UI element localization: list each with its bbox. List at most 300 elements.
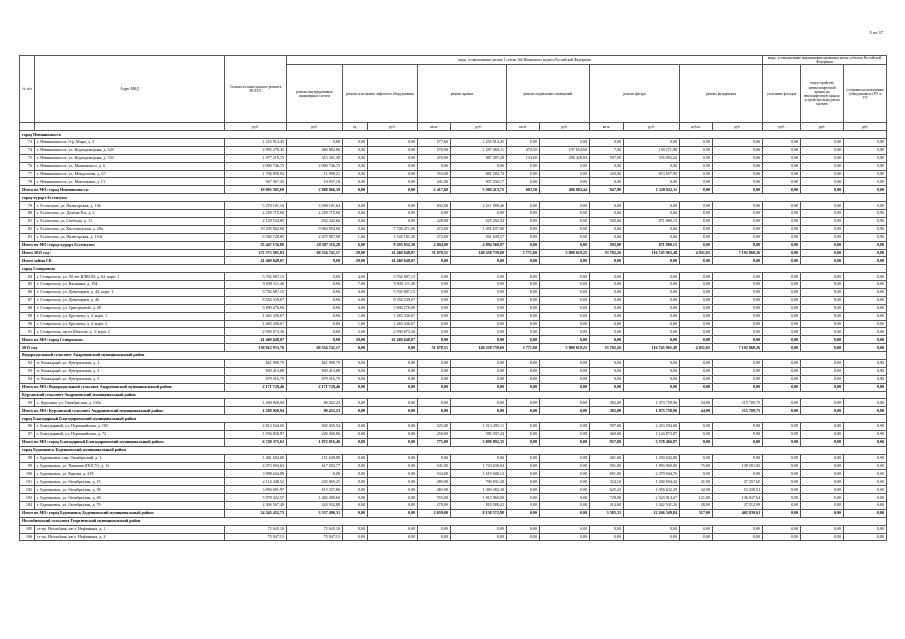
address-cell: г. Буденновск, ул. Октябрьская, д. 15 [35, 478, 225, 486]
value-cell: 41 460 648,07 [225, 336, 287, 344]
work-types-header: виды, установленные частью 1 статьи 166 Жилищного кодекса Российской Федерации [287, 56, 763, 65]
value-cell: 603,50 [507, 186, 540, 194]
address-cell: г. Невинномысск, ул. Маяковского, д. 6 [35, 162, 225, 170]
value-cell: 0,00 [763, 454, 801, 462]
unit-cell: кв.м. [418, 123, 451, 131]
value-cell: 0,00 [540, 478, 590, 486]
value-cell: 496 083,44 [540, 186, 590, 194]
value-cell: 0,00 [680, 359, 713, 367]
value-cell: 0,00 [680, 273, 713, 281]
value-cell: 0,00 [343, 399, 368, 407]
total-row [20, 249, 887, 257]
value-cell: 0,00 [507, 257, 540, 265]
value-cell: 0,00 [451, 359, 507, 367]
value-cell: 0,00 [844, 399, 887, 407]
value-cell: 0,00 [418, 359, 451, 367]
value-cell: 4,00 [343, 273, 368, 281]
value-cell: 0,00 [368, 407, 418, 415]
value-cell: 0,00 [801, 430, 844, 438]
value-cell: 0,00 [844, 281, 887, 289]
value-cell: 0,00 [680, 233, 713, 241]
col-foundation-header: ремонт фундамента [680, 65, 763, 123]
col-address-header: Адрес МКД [35, 56, 225, 123]
value-cell: 0,00 [713, 273, 763, 281]
group-heading-row [20, 517, 887, 525]
total-label: Итого займа СК [20, 257, 225, 265]
value-cell: 0,00 [343, 170, 368, 178]
value-cell: 2 114 448,52 [225, 478, 287, 486]
value-cell: 871 800,15 [624, 217, 680, 225]
value-cell: 9 949 111,40 [368, 281, 418, 289]
value-cell: 0,00 [680, 217, 713, 225]
value-cell: 0,00 [540, 359, 590, 367]
value-cell: 0,00 [763, 296, 801, 304]
unit-cell: руб. [713, 123, 763, 131]
value-cell: 0,00 [624, 367, 680, 375]
row-number: 96 [20, 423, 35, 431]
value-cell: 0,00 [368, 509, 418, 517]
value-cell: 0,00 [540, 241, 590, 249]
value-cell: 7,00 [343, 281, 368, 289]
value-cell: 0,00 [680, 210, 713, 218]
value-cell: 0,00 [844, 336, 887, 344]
value-cell: 0,00 [801, 320, 844, 328]
value-cell: 0,00 [540, 454, 590, 462]
address-cell: п. Каскадный, ул. Центральная, д. 5 [35, 375, 225, 383]
value-cell: 625,23 [590, 486, 624, 494]
value-cell: 5 690 276,00 [225, 304, 287, 312]
value-cell: 60 534 741,17 [287, 344, 343, 352]
value-cell: 0,00 [680, 186, 713, 194]
value-cell: 0,00 [844, 217, 887, 225]
unit-cell: руб. [225, 123, 287, 131]
value-cell: 0,00 [590, 375, 624, 383]
value-cell: 37 257,65 [713, 478, 763, 486]
value-cell: 0,00 [451, 407, 507, 415]
value-cell: 0,00 [763, 509, 801, 517]
value-cell: 0,00 [507, 162, 540, 170]
table-row [20, 430, 887, 438]
row-number: 95 [20, 399, 35, 407]
value-cell: 115 709,75 [713, 399, 763, 407]
value-cell: 0,00 [624, 139, 680, 147]
value-cell: 151 649,89 [287, 454, 343, 462]
value-cell: 1 073 758,96 [624, 399, 680, 407]
capital-repair-table [19, 55, 887, 541]
extra-types-header: виды, установленные нормативным правовым актом субъекта Российской Федерации [763, 56, 887, 65]
value-cell: 0,00 [368, 486, 418, 494]
value-cell: 0,00 [368, 383, 418, 391]
value-cell: 0,00 [801, 186, 844, 194]
value-cell: 0,00 [713, 533, 763, 541]
total-label: Итого по МО: город Невинномысск: [20, 186, 225, 194]
value-cell: 2 095 278,45 [225, 146, 287, 154]
value-cell: 0,00 [451, 273, 507, 281]
value-cell: 0,00 [713, 367, 763, 375]
address-cell: с. Курсавка, ул. Октябрьская, д. 133а [35, 399, 225, 407]
value-cell: 3 094 691,97 [225, 486, 287, 494]
value-cell: 0,00 [844, 139, 887, 147]
value-cell: 197 654,60 [540, 146, 590, 154]
value-cell: 0,00 [507, 210, 540, 218]
row-number: 101 [20, 478, 35, 486]
value-cell: 5 690 276,00 [368, 304, 418, 312]
value-cell: 0,00 [343, 344, 368, 352]
value-cell: 0,00 [507, 139, 540, 147]
value-cell: 138 591,82 [713, 462, 763, 470]
value-cell: 353,00 [418, 170, 451, 178]
value-cell: 4 894 568,07 [451, 241, 507, 249]
value-cell: 2 379 044,76 [624, 470, 680, 478]
value-cell: 0,00 [763, 494, 801, 502]
value-cell: 1,00 [343, 320, 368, 328]
value-cell: 0,00 [507, 225, 540, 233]
value-cell: 0,00 [624, 328, 680, 336]
value-cell: 401,00 [590, 454, 624, 462]
value-cell: 0,00 [590, 525, 624, 533]
value-cell: 0,00 [451, 304, 507, 312]
value-cell: 1 465 336,67 [225, 312, 287, 320]
value-cell: 0,00 [343, 178, 368, 186]
value-cell: 0,00 [540, 399, 590, 407]
value-cell: 0,00 [713, 233, 763, 241]
value-cell: 3 537 490,31 [287, 509, 343, 517]
value-cell: 0,00 [540, 502, 590, 510]
value-cell: 343,00 [590, 170, 624, 178]
value-cell: 0,00 [713, 139, 763, 147]
value-cell: 0,00 [763, 257, 801, 265]
value-cell: 0,00 [763, 533, 801, 541]
value-cell: 0,00 [680, 320, 713, 328]
value-cell: 0,00 [451, 367, 507, 375]
value-cell: 679 316,79 [225, 375, 287, 383]
value-cell: 0,00 [844, 407, 887, 415]
group-heading: город-курорт Ессентуки [20, 194, 887, 202]
value-cell: 382,00 [590, 399, 624, 407]
value-cell: 42,00 [680, 486, 713, 494]
value-cell: 0,00 [540, 210, 590, 218]
value-cell: 24 345 452,75 [225, 509, 287, 517]
value-cell: 0,00 [763, 470, 801, 478]
value-cell: 0,00 [287, 470, 343, 478]
value-cell: 632 442,66 [287, 217, 343, 225]
value-cell: 0,00 [540, 438, 590, 446]
value-cell: 1 255 914,45 [225, 139, 287, 147]
value-cell: 541,00 [418, 462, 451, 470]
value-cell: 0,00 [540, 383, 590, 391]
unit-cell: кв.м. [507, 123, 540, 131]
value-cell: 0,00 [763, 328, 801, 336]
total-label: 2015 год [20, 344, 225, 352]
value-cell: 0,00 [713, 296, 763, 304]
address-cell: г. Ессентуки, ул. Долина Роз, д. 2 [35, 210, 225, 218]
unit-cell: руб. [540, 123, 590, 131]
value-cell: 3 771,60 [507, 249, 540, 257]
value-cell: 0,00 [680, 328, 713, 336]
value-cell: 1 465 336,67 [368, 320, 418, 328]
value-cell: 2 000 746,75 [225, 162, 287, 170]
value-cell: 0,00 [624, 312, 680, 320]
value-cell: 7,00 [590, 146, 624, 154]
value-cell: 1 329 022,11 [624, 186, 680, 194]
value-cell: 0,00 [844, 233, 887, 241]
value-cell: 0,00 [713, 470, 763, 478]
value-cell: 0,00 [763, 312, 801, 320]
value-cell: 0,00 [801, 233, 844, 241]
value-cell: 0,00 [801, 225, 844, 233]
value-cell: 0,00 [763, 478, 801, 486]
total-row [20, 336, 887, 344]
value-cell: 121,00 [680, 494, 713, 502]
value-cell: 0,00 [763, 525, 801, 533]
value-cell: 1 723 639,04 [451, 462, 507, 470]
value-cell: 2,00 [343, 328, 368, 336]
table-row [20, 367, 887, 375]
value-cell: 0,00 [343, 486, 368, 494]
value-cell: 0,00 [801, 533, 844, 541]
value-cell: 0,00 [844, 273, 887, 281]
value-cell: 9 293 652,30 [368, 241, 418, 249]
value-cell: 0,00 [590, 257, 624, 265]
value-cell: 0,00 [507, 375, 540, 383]
value-cell: 0,00 [680, 296, 713, 304]
value-cell: 0,00 [713, 186, 763, 194]
row-number: 87 [20, 296, 35, 304]
value-cell: 0,00 [540, 486, 590, 494]
value-cell: 0,00 [540, 509, 590, 517]
value-cell: 0,00 [368, 170, 418, 178]
value-cell: 0,00 [801, 210, 844, 218]
value-cell: 0,00 [624, 383, 680, 391]
value-cell: 0,00 [590, 225, 624, 233]
value-cell: 0,00 [451, 383, 507, 391]
value-cell: 0,00 [590, 359, 624, 367]
value-cell: 0,00 [763, 233, 801, 241]
value-cell: 830 413,88 [225, 367, 287, 375]
value-cell: 2 171 729,46 [287, 383, 343, 391]
value-cell: 0,00 [713, 162, 763, 170]
value-cell: 0,00 [763, 462, 801, 470]
total-row [20, 438, 887, 446]
table-row [20, 486, 887, 494]
value-cell: 0,00 [680, 430, 713, 438]
value-cell: 1 545 181,30 [368, 233, 418, 241]
value-cell: 0,00 [287, 296, 343, 304]
value-cell: 0,00 [590, 233, 624, 241]
value-cell: 28,00 [680, 502, 713, 510]
value-cell: 907 430,17 [451, 178, 507, 186]
value-cell: 0,00 [368, 399, 418, 407]
value-cell: 116 745 965,48 [624, 249, 680, 257]
table-row [20, 502, 887, 510]
group-heading: город Буденновск Буденновский муниципальный район [20, 446, 887, 454]
value-cell: 0,00 [287, 328, 343, 336]
value-cell: 5,00 [343, 225, 368, 233]
value-cell: 0,00 [287, 281, 343, 289]
value-cell: 0,00 [624, 162, 680, 170]
row-number: 89 [20, 312, 35, 320]
value-cell: 41,00 [680, 478, 713, 486]
value-cell: 0,00 [713, 170, 763, 178]
value-cell: 0,00 [507, 478, 540, 486]
value-cell: 0,00 [540, 296, 590, 304]
value-cell: 729,00 [590, 494, 624, 502]
value-cell: 927 367,35 [225, 178, 287, 186]
value-cell: 0,00 [590, 533, 624, 541]
value-cell: 8 138 572,98 [451, 509, 507, 517]
group-heading-row [20, 391, 887, 399]
value-cell: 1 815 960,00 [451, 494, 507, 502]
table-row [20, 312, 887, 320]
value-cell: 2 171 729,46 [225, 383, 287, 391]
value-cell: 0,00 [713, 225, 763, 233]
value-cell: 80 452,23 [287, 399, 343, 407]
row-number: 88 [20, 304, 35, 312]
table-row [20, 210, 887, 218]
row-number: 94 [20, 375, 35, 383]
row-number: 97 [20, 430, 35, 438]
value-cell: 0,00 [343, 139, 368, 147]
value-cell: 0,00 [713, 430, 763, 438]
value-cell: 0,00 [844, 146, 887, 154]
value-cell: 0,00 [763, 170, 801, 178]
value-cell: 228,00 [418, 217, 451, 225]
unit-cell: руб. [287, 123, 343, 131]
table-row [20, 225, 887, 233]
value-cell: 0,00 [368, 186, 418, 194]
value-cell: 0,00 [844, 288, 887, 296]
value-cell: 0,00 [763, 423, 801, 431]
value-cell: 44,00 [680, 407, 713, 415]
value-cell: 0,00 [343, 533, 368, 541]
group-heading-row [20, 194, 887, 202]
value-cell: 51 078,51 [418, 249, 451, 257]
value-cell: 0,00 [343, 478, 368, 486]
value-cell: 0,00 [801, 162, 844, 170]
value-cell: 0,00 [801, 470, 844, 478]
value-cell: 285,00 [418, 478, 451, 486]
table-row [20, 296, 887, 304]
value-cell: 1 465 336,67 [368, 312, 418, 320]
value-cell: 245 665,25 [287, 478, 343, 486]
value-cell: 1 072 016,40 [287, 438, 343, 446]
value-cell: 501,00 [590, 462, 624, 470]
value-cell: 44,00 [680, 399, 713, 407]
value-cell: 0,00 [507, 304, 540, 312]
value-cell: 503,00 [590, 241, 624, 249]
value-cell: 0,00 [801, 454, 844, 462]
value-cell: 0,00 [801, 462, 844, 470]
row-number: 84 [20, 273, 35, 281]
value-cell: 0,00 [507, 233, 540, 241]
value-cell: 0,00 [844, 257, 887, 265]
value-cell: 0,00 [624, 225, 680, 233]
value-cell: 0,00 [680, 304, 713, 312]
value-cell: 0,00 [801, 328, 844, 336]
value-cell: 0,00 [624, 320, 680, 328]
value-cell: 472,00 [418, 225, 451, 233]
group-heading-row [20, 265, 887, 273]
value-cell: 813 657,99 [624, 170, 680, 178]
row-number: 73 [20, 139, 35, 147]
value-cell: 0,00 [763, 146, 801, 154]
row-number: 86 [20, 288, 35, 296]
value-cell: 0,00 [368, 525, 418, 533]
value-cell: 116 745 965,48 [624, 344, 680, 352]
value-cell: 0,00 [507, 241, 540, 249]
value-cell: 0,00 [680, 154, 713, 162]
value-cell: 0,00 [801, 304, 844, 312]
value-cell: 0,00 [590, 202, 624, 210]
value-cell: 617 503,77 [287, 462, 343, 470]
value-cell: 987 397,28 [451, 154, 507, 162]
value-cell: 871 800,15 [624, 241, 680, 249]
value-cell: 0,00 [418, 328, 451, 336]
value-cell: 0,00 [713, 438, 763, 446]
value-cell: 75 947,15 [225, 533, 287, 541]
value-cell: 661 998,79 [225, 359, 287, 367]
value-cell: 476,00 [418, 154, 451, 162]
value-cell: 0,00 [590, 288, 624, 296]
value-cell: 0,00 [713, 217, 763, 225]
value-cell: 29,00 [343, 249, 368, 257]
value-cell: 1 269 920,94 [225, 407, 287, 415]
value-cell: 0,00 [540, 139, 590, 147]
value-cell: 2 453 594,00 [624, 423, 680, 431]
value-cell: 0,00 [680, 470, 713, 478]
value-cell: 1 022 541,20 [624, 502, 680, 510]
value-cell: 0,00 [540, 281, 590, 289]
value-cell: 0,00 [540, 336, 590, 344]
value-cell: 0,00 [680, 257, 713, 265]
value-cell: 0,00 [287, 320, 343, 328]
value-cell: 0,00 [801, 296, 844, 304]
value-cell: 4,00 [343, 304, 368, 312]
value-cell: 0,00 [801, 281, 844, 289]
value-cell: 0,00 [844, 533, 887, 541]
value-cell: 0,00 [763, 225, 801, 233]
table-row [20, 233, 887, 241]
value-cell: 0,00 [590, 210, 624, 218]
value-cell: 0,00 [801, 383, 844, 391]
value-cell: 0,00 [590, 304, 624, 312]
value-cell: 0,00 [844, 328, 887, 336]
value-cell: 37 512,99 [713, 502, 763, 510]
value-cell: 0,00 [713, 375, 763, 383]
value-cell: 0,00 [801, 494, 844, 502]
value-cell: 0,00 [763, 241, 801, 249]
group-heading-row [20, 446, 887, 454]
total-label: Итого по МО: Водораздельный сельсовет Андроповский муниципальный район: [20, 383, 225, 391]
unit-cell: руб. [844, 123, 887, 131]
value-cell: 0,00 [507, 281, 540, 289]
value-cell: 0,00 [540, 367, 590, 375]
value-cell: 0,00 [540, 312, 590, 320]
row-number: 76 [20, 162, 35, 170]
value-cell: 133,00 [507, 154, 540, 162]
value-cell: 1 993 960,00 [624, 462, 680, 470]
value-cell: 330 912 933,76 [225, 344, 287, 352]
address-cell: г. Буденновск, ул. Пашкова (ПОСУ), д. 12 [35, 462, 225, 470]
value-cell: 0,00 [540, 233, 590, 241]
value-cell: 0,00 [590, 139, 624, 147]
value-cell: 0,00 [368, 162, 418, 170]
row-number: 79 [20, 202, 35, 210]
value-cell: 0,00 [507, 296, 540, 304]
value-cell: 0,00 [368, 344, 418, 352]
row-number: 100 [20, 470, 35, 478]
value-cell: 0,00 [680, 225, 713, 233]
